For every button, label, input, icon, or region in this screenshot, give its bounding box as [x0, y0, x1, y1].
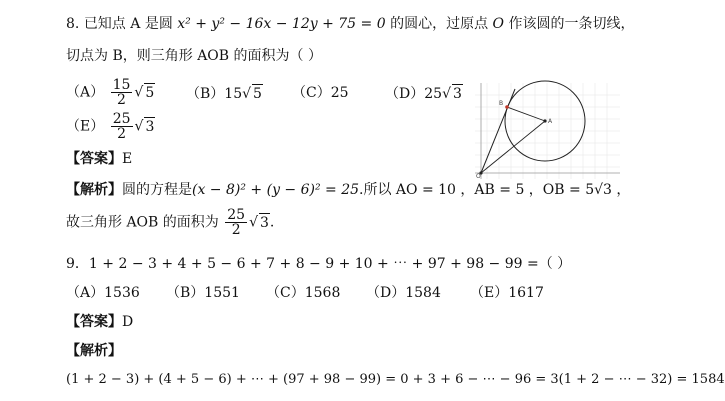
q9-answer-value: D	[122, 314, 134, 330]
q9-option-a-label: （A）	[66, 285, 105, 301]
q8-conclusion	[66, 208, 274, 237]
option-e-radicand: 3	[145, 118, 155, 135]
sqrt-symbol: √	[134, 118, 144, 135]
option-e-fraction	[111, 112, 133, 141]
option-e-label: （E）	[66, 118, 105, 135]
q9-option-e-label: （E）	[470, 285, 509, 301]
label-a: A	[548, 118, 553, 125]
answer-value: E	[122, 151, 133, 167]
q9-option-b-value: 1551	[204, 285, 240, 301]
q9-options	[66, 284, 544, 302]
conclusion-radicand: 3	[259, 214, 269, 231]
q9-expression: 1 + 2 − 3 + 4 + 5 − 6 + 7 + 8 − 9 + 10 + ⋯ + 97 + 98 − 99 =（ ）	[88, 256, 572, 272]
option-d-radicand: 3	[452, 86, 462, 102]
option-e-numerator: 25	[112, 111, 131, 127]
label-o: O	[476, 173, 481, 180]
option-d-coefficient: 25	[424, 86, 443, 102]
q8-analysis	[66, 181, 630, 199]
sqrt-symbol: √	[134, 84, 144, 101]
q8-line1	[66, 15, 634, 33]
conclusion-denominator: 2	[231, 222, 241, 238]
q8-option-c	[292, 84, 349, 102]
q9-option-b-label: （B）	[166, 285, 205, 301]
answer-label: 【答案】	[66, 151, 122, 167]
option-a-radicand: 5	[145, 84, 155, 101]
option-b-radicand: 5	[253, 86, 262, 102]
option-c-label: （C）	[292, 85, 331, 101]
q9-option-e-value: 1617	[508, 285, 544, 301]
q8-middle: 的圆心，过原点	[385, 16, 493, 32]
sqrt-symbol: √	[242, 86, 252, 102]
q9-option-c-value: 1568	[304, 285, 341, 301]
segment-oa	[481, 121, 545, 173]
conclusion-numerator: 25	[227, 207, 246, 223]
q8-line2: 切点为 B，则三角形 AOB 的面积为（ ）	[66, 48, 322, 64]
conclusion-prefix: 故三角形 AOB 的面积为	[66, 214, 219, 231]
option-c-value: 25	[330, 85, 349, 101]
q8-circle-equation: x² + y² − 16x − 12y + 75 = 0	[177, 16, 386, 32]
q9-answer	[66, 313, 133, 331]
q9-number: 9．	[66, 256, 89, 272]
option-a-fraction	[111, 78, 133, 107]
option-a-denominator: 2	[117, 92, 126, 108]
q8-suffix: 作该圆的一条切线，	[504, 16, 635, 32]
sqrt-symbol: √	[442, 86, 451, 102]
analysis-text1: 圆的方程是	[122, 182, 192, 198]
q8-prefix: 已知点 A 是圆	[83, 16, 178, 32]
sqrt-symbol: √	[249, 214, 258, 231]
analysis-equation: (x − 8)² + (y − 6)² = 25	[192, 182, 360, 198]
label-b: B	[499, 100, 504, 107]
q9-option-b	[166, 284, 266, 302]
option-a-label: （A）	[66, 84, 105, 101]
option-d-label: （D）	[385, 86, 425, 102]
q9-option-d	[366, 284, 470, 302]
q9-option-c-label: （C）	[266, 285, 305, 301]
q8-number: 8.	[66, 16, 80, 32]
option-b-label: （B）	[186, 86, 225, 102]
q8-answer	[66, 150, 132, 168]
analysis-text2: .所以 AO = 10 ，AB = 5 ，OB = 5√3 ，	[359, 182, 631, 198]
q8-option-e	[66, 112, 155, 141]
conclusion-fraction	[225, 208, 247, 237]
q9-option-e	[470, 284, 544, 302]
option-a-numerator: 15	[112, 77, 131, 93]
grid	[475, 83, 620, 179]
q9-analysis-label: 【解析】	[66, 343, 122, 359]
q9-line	[66, 255, 571, 273]
q9-solution: (1 + 2 − 3) + (4 + 5 − 6) + ⋯ + (97 + 98 − 99) = 0 + 3 + 6 − ⋯ − 96 = 3(1 + 2 − ⋯ − 32) = 1584	[66, 372, 725, 387]
point-a-marker	[543, 119, 546, 122]
q9-option-d-value: 1584	[405, 285, 441, 301]
q8-option-a	[66, 78, 155, 107]
q9-option-a-value: 1536	[104, 285, 140, 301]
q9-option-d-label: （D）	[366, 285, 406, 301]
q8-option-b	[186, 84, 263, 103]
q9-answer-label: 【答案】	[66, 314, 122, 330]
option-b-coefficient: 15	[224, 86, 243, 102]
q9-option-c	[266, 284, 366, 302]
analysis-label: 【解析】	[66, 182, 122, 198]
q9-option-a	[66, 284, 166, 302]
q8-option-d	[385, 84, 463, 103]
q8-origin-letter: O	[492, 16, 505, 32]
point-b-marker	[505, 105, 509, 109]
option-e-denominator: 2	[117, 126, 127, 142]
conclusion-suffix: .	[269, 214, 275, 231]
geometry-figure	[475, 83, 620, 179]
